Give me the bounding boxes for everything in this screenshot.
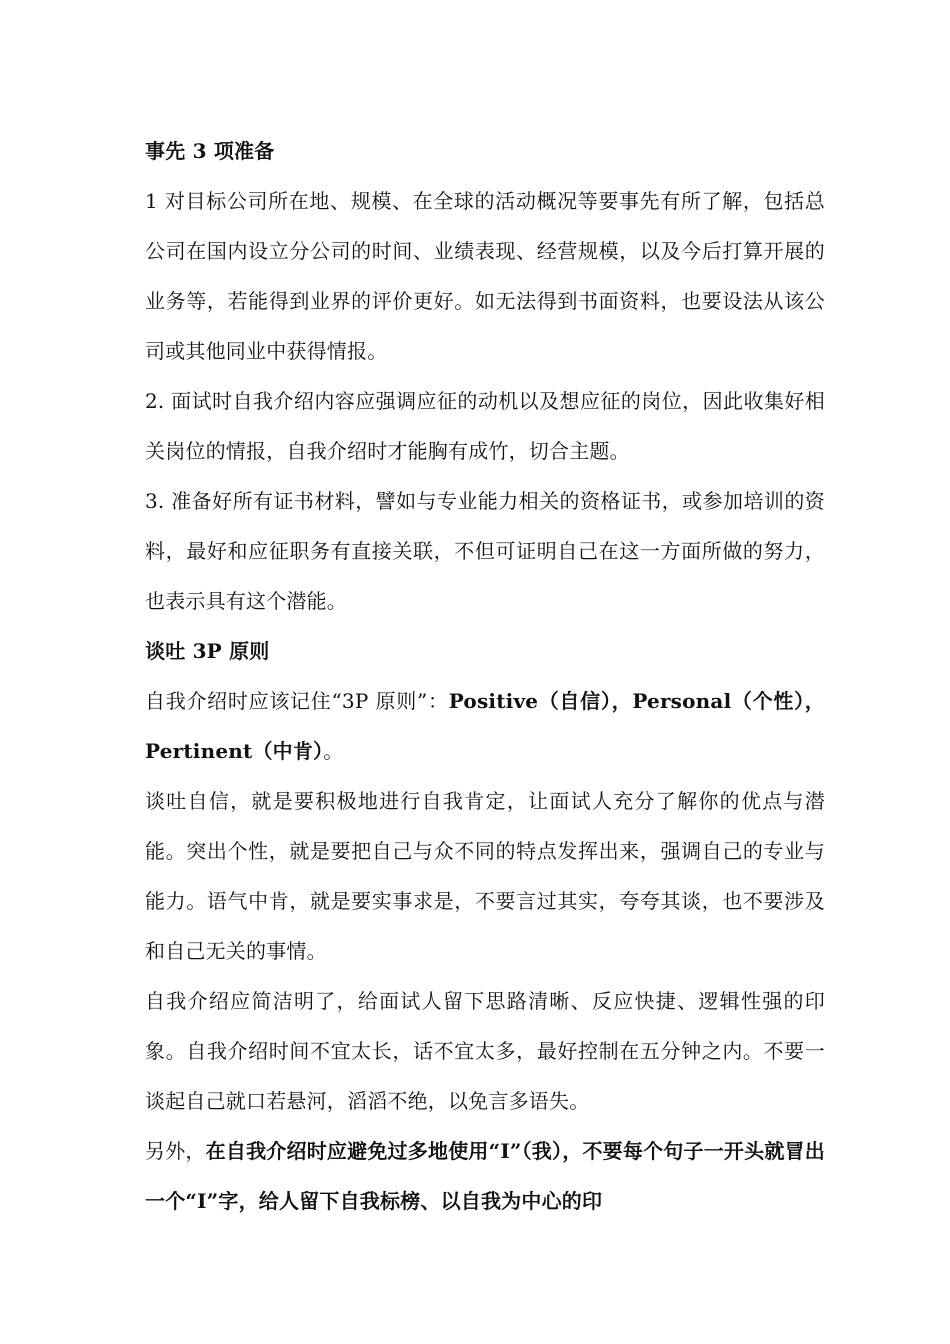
preparation-item-2: 2. 面试时自我介绍内容应强调应征的动机以及想应征的岗位，因此收集好相关岗位的情报，自我介绍时才能胸有成竹，切合主题。 (145, 389, 825, 463)
document-body (145, 126, 825, 1226)
avoid-i-prefix: 另外， (145, 1139, 206, 1163)
preparation-item-3: 3. 准备好所有证书材料，譬如与专业能力相关的资格证书，或参加培训的资料，最好和应征职务有直接关联，不但可证明自己在这一方面所做的努力，也表示具有这个潜能。 (145, 489, 825, 613)
3p-intro-suffix: 。 (323, 739, 344, 763)
3p-intro-paragraph (145, 676, 825, 776)
3p-intro-prefix: 自我介绍时应该记住“3P 原则”： (145, 689, 449, 713)
concise-intro-paragraph: 自我介绍应简洁明了，给面试人留下思路清晰、反应快捷、逻辑性强的印象。自我介绍时间不宜太长，话不宜太多，最好控制在五分钟之内。不要一谈起自己就口若悬河，滔滔不绝，以免言多语失。 (145, 989, 825, 1113)
3p-intro-terms: Positive（自信），Personal（个性），Pertinent（中肯） (145, 689, 825, 763)
avoid-i-paragraph (145, 1126, 825, 1226)
section-heading-preparation: 事先 3 项准备 (145, 139, 275, 163)
3p-explanation-paragraph: 谈吐自信，就是要积极地进行自我肯定，让面试人充分了解你的优点与潜能。突出个性，就是要把自己与众不同的特点发挥出来，强调自己的专业与能力。语气中肯，就是要实事求是，不要言过其实，夸夸其谈，也不要涉及和自己无关的事情。 (145, 789, 825, 963)
section-heading-3p-principle: 谈吐 3P 原则 (145, 639, 270, 663)
preparation-item-1: 1 对目标公司所在地、规模、在全球的活动概况等要事先有所了解，包括总公司在国内设立分公司的时间、业绩表现、经营规模，以及今后打算开展的业务等，若能得到业界的评价更好。如无法得到书面资料，也要设法从该公司或其他同业中获得情报。 (145, 189, 825, 363)
avoid-i-bold-text: 在自我介绍时应避免过多地使用“I”（我），不要每个句子一开头就冒出一个“I”字，给人留下自我标榜、以自我为中心的印 (145, 1139, 825, 1213)
